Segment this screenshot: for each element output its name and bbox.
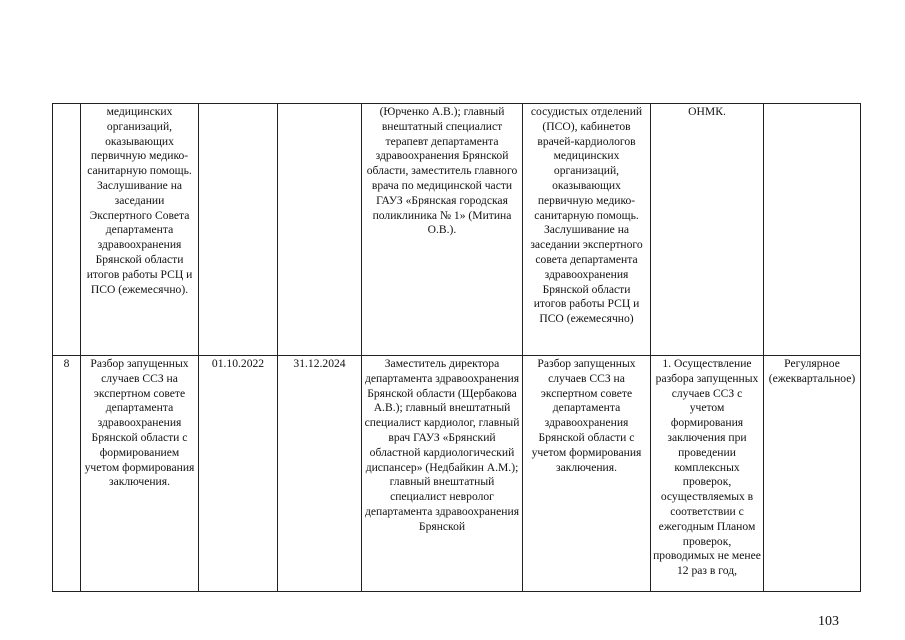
result-cell (523, 104, 651, 356)
frequency-text: Регулярное (ежеквартальное) (768, 357, 856, 385)
responsible-cell (362, 356, 523, 592)
frequency-cell (764, 104, 861, 356)
result-text: Разбор запущенных случаев ССЗ на экспертном совете департамента здравоохранения Брянской области с учетом формирования заключения. (531, 357, 642, 474)
event-cell (81, 104, 199, 356)
indicator-text: 1. Осуществление разбора запущенных случаев ССЗ с учетом формирования заключения при проведении комплексных проверок, осуществляемых в соответствии с ежегодным Планом проверок, проводимых не менее 12 раз в год, (653, 357, 761, 578)
end-date-cell (278, 356, 362, 592)
table-row (53, 356, 861, 592)
responsible-cell (362, 104, 523, 356)
action-plan-table (52, 103, 861, 592)
frequency-cell (764, 356, 861, 592)
event-text: медицинских организаций, оказывающих первичную медико-санитарную помощь. Заслушивание на заседании Экспертного Совета департамента здравоохранения Брянской области итогов работы РСЦ и ПСО (ежемесячно). (86, 105, 193, 296)
row-number-cell (53, 356, 81, 592)
start-date-cell (199, 356, 278, 592)
start-date: 01.10.2022 (211, 357, 265, 370)
responsible-text: Заместитель директора департамента здравоохранения Брянской области (Щербакова А.В.); главный внештатный специалист кардиолог, главный врач ГАУЗ «Брянский областной кардиологический диспансер» (Недбайкин А.М.); главный внештатный специалист невролог департамента здравоохранения Брянской (364, 357, 520, 533)
page-number: 103 (818, 614, 839, 629)
result-cell (523, 356, 651, 592)
indicator-text: ОНМК. (688, 105, 726, 118)
indicator-cell (651, 104, 764, 356)
indicator-cell (651, 356, 764, 592)
end-date-cell (278, 104, 362, 356)
row-number-cell (53, 104, 81, 356)
result-text: сосудистых отделений (ПСО), кабинетов врачей-кардиологов медицинских организаций, оказывающих первичную медико-санитарную помощь. Заслушивание на заседании экспертного совета департамента здравоохранения Брянской области итогов работы РСЦ и ПСО (ежемесячно) (530, 105, 643, 326)
end-date: 31.12.2024 (293, 357, 346, 370)
table-row (53, 104, 861, 356)
row-number: 8 (63, 357, 70, 370)
event-text: Разбор запущенных случаев ССЗ на экспертном совете департамента здравоохранения Брянской области с формированием учетом формирования заключения. (84, 357, 195, 489)
start-date-cell (199, 104, 278, 356)
event-cell (81, 356, 199, 592)
responsible-text: (Юрченко А.В.); главный внештатный специалист терапевт департамента здравоохранения Брянской области, заместитель главного врача по медицинской части ГАУЗ «Брянская городская поликлиника № 1» (Митина О.В.). (366, 105, 518, 237)
